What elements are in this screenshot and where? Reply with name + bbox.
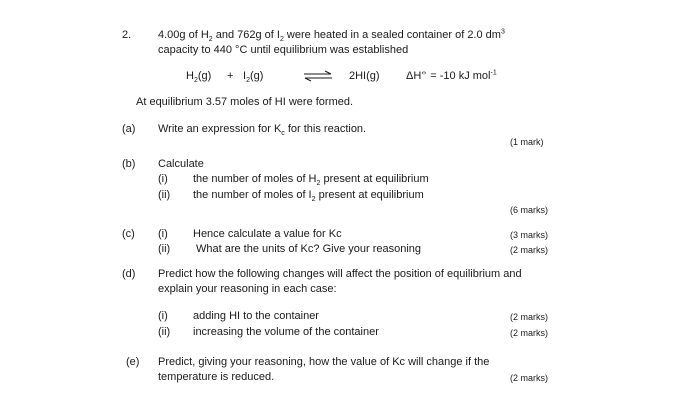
- equation-reactant-1: [186, 70, 211, 83]
- intro-sub-a: 2: [208, 36, 213, 44]
- part-b-item-1-sub: 2: [316, 180, 321, 188]
- equilibrium-arrow-icon: [303, 70, 333, 82]
- part-a-text: [158, 123, 366, 136]
- intro-sup-c: 3: [500, 28, 505, 36]
- part-b-item-1-b: present at equilibrium: [320, 173, 429, 185]
- part-a-label: (a): [122, 123, 136, 135]
- intro-line-2: capacity to 440 °C until equilibrium was established: [158, 44, 409, 56]
- part-b-marks: (6 marks): [510, 205, 548, 215]
- part-e-label: (e): [126, 356, 140, 368]
- part-a-marks: (1 mark): [510, 137, 544, 147]
- enthalpy-prefix: ΔH: [406, 70, 422, 82]
- part-d-label: (d): [122, 268, 136, 280]
- part-a-text-end: for this reaction.: [284, 123, 367, 135]
- part-c-label: (c): [122, 228, 135, 240]
- part-c-item-2-text: What are the units of Kc? Give your reasoning: [196, 243, 422, 255]
- part-c-item-1-label: (i): [158, 228, 168, 240]
- part-b-item-2-text: [193, 189, 424, 202]
- reactant-2-state: (g): [249, 70, 264, 82]
- part-e-marks: (2 marks): [510, 373, 548, 383]
- part-d-item-1-marks: (2 marks): [510, 312, 548, 322]
- enthalpy-unit-sup: -1: [490, 69, 497, 77]
- intro-sub-b: 2: [279, 36, 284, 44]
- intro-text-c: were heated in a sealed container of 2.0 dm: [283, 29, 501, 41]
- part-b-item-2-a: the number of moles of I: [193, 189, 312, 201]
- intro-text-b: and 762g of I: [212, 29, 280, 41]
- question-number: 2.: [122, 29, 132, 41]
- part-a-sub: c: [281, 130, 285, 138]
- part-c-item-1-text: Hence calculate a value for Kc: [193, 228, 342, 240]
- part-d-item-2-marks: (2 marks): [510, 328, 548, 338]
- intro-line-1: [158, 29, 505, 42]
- reactant-2-sub: 2: [246, 77, 250, 85]
- part-b-item-2-b: present at equilibrium: [315, 189, 424, 201]
- part-b-item-1-a: the number of moles of H: [193, 173, 317, 185]
- part-b-item-1-label: (i): [158, 173, 168, 185]
- reactant-1-symbol: H: [186, 70, 194, 82]
- reactant-2-symbol: I: [243, 70, 247, 82]
- part-d-item-1-text: adding HI to the container: [193, 310, 319, 322]
- part-b-item-2-label: (ii): [158, 189, 171, 201]
- equation-plus: +: [227, 70, 234, 82]
- part-d-item-2-text: increasing the volume of the container: [193, 326, 379, 338]
- part-c-item-2-label: (ii): [158, 243, 171, 255]
- part-b-item-2-sub: 2: [311, 196, 316, 204]
- equilibrium-statement: At equilibrium 3.57 moles of HI were formed.: [136, 96, 354, 108]
- part-e-line-1: Predict, giving your reasoning, how the value of Kc will change if the: [158, 356, 490, 368]
- part-d-item-1-label: (i): [158, 310, 168, 322]
- part-d-line-2: explain your reasoning in each case:: [158, 283, 337, 295]
- part-a-text-start: Write an expression for K: [158, 123, 282, 135]
- part-d-item-2-label: (ii): [158, 326, 171, 338]
- part-b-label: (b): [122, 158, 136, 170]
- part-d-line-1: Predict how the following changes will affect the position of equilibrium and: [158, 268, 522, 280]
- equation-reactant-2: [243, 70, 263, 83]
- equation-enthalpy: [406, 70, 497, 83]
- intro-text-a: 4.00g of H: [158, 29, 209, 41]
- standard-state-icon: ⦵: [421, 69, 428, 77]
- equation-product: 2HI(g): [349, 70, 380, 82]
- part-b-heading: Calculate: [158, 158, 204, 170]
- part-c-item-2-marks: (2 marks): [510, 245, 548, 255]
- part-b-item-1-text: [193, 173, 429, 186]
- part-e-line-2: temperature is reduced.: [158, 371, 275, 383]
- reactant-1-sub: 2: [193, 77, 198, 85]
- part-c-item-1-marks: (3 marks): [510, 230, 548, 240]
- reactant-1-state: (g): [197, 70, 212, 82]
- enthalpy-value: = -10 kJ mol: [427, 70, 491, 82]
